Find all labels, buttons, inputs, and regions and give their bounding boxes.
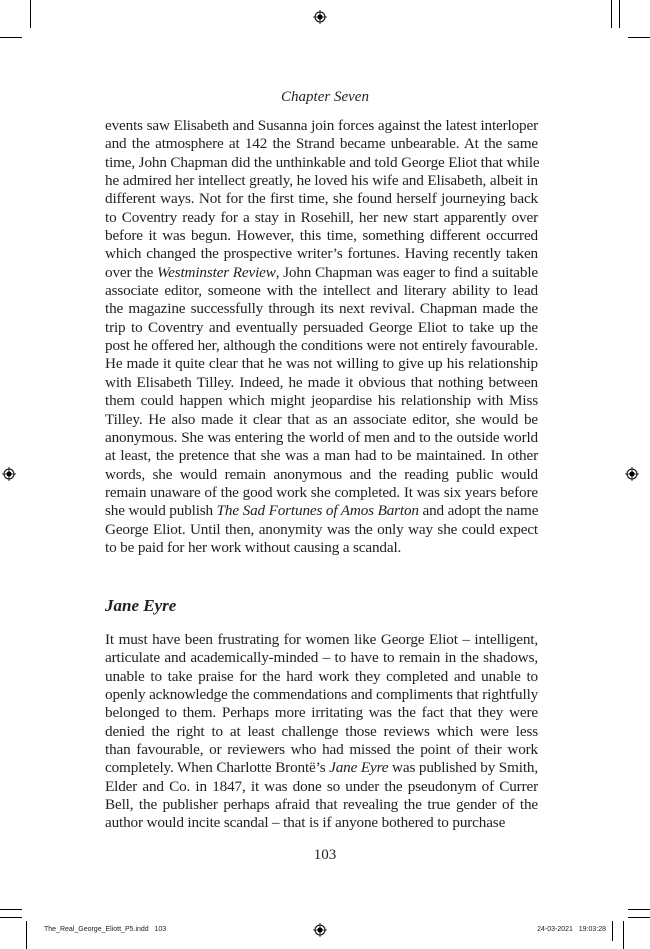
text-segment: words, she would remain anonymous and the reading public would	[105, 465, 538, 483]
text-segment: It must have been frustrating for women like George Eliot – intelligent,	[105, 631, 538, 648]
paragraph-2	[105, 631, 538, 833]
crop-mark	[0, 909, 22, 910]
text-segment: Bell, the publisher perhaps afraid that revealing the true gender of the	[105, 796, 538, 814]
text-segment: Elder and Co. in 1847, it was done so under the pseudonym of Currer	[105, 777, 538, 795]
text-segment: George Eliot. Until then, anonymity was the only way she could expect	[105, 520, 538, 538]
crop-mark	[30, 0, 31, 28]
text-line	[105, 502, 538, 520]
crop-mark	[628, 37, 650, 38]
text-line	[105, 686, 538, 704]
text-segment: he admired her intellect greatly, he loved his wife and Elisabeth, albeit in	[105, 172, 538, 190]
text-segment: than favourable, or reviewers who had missed the point of their work	[105, 741, 538, 759]
crop-mark	[26, 921, 27, 949]
text-segment: which changed the prospective writer’s fortunes. Having recently taken	[105, 245, 538, 263]
text-line	[105, 392, 538, 410]
text-line	[105, 154, 538, 172]
crop-mark	[612, 921, 613, 941]
text-segment: completely. When Charlotte Brontë’s	[105, 759, 330, 777]
text-line	[105, 466, 538, 484]
text-line	[105, 337, 538, 355]
text-segment: , John Chapman was eager to find a suitable	[275, 263, 538, 281]
paragraph-1	[105, 117, 538, 557]
text-segment: different ways. Not for the first time, she found herself journeying back	[105, 190, 538, 208]
text-line	[105, 741, 538, 759]
text-line	[105, 778, 538, 796]
slug-timestamp: 24-03-2021 19:03:28	[537, 926, 606, 933]
running-head: Chapter Seven	[281, 89, 369, 105]
text-line	[105, 319, 538, 337]
text-line	[105, 521, 538, 539]
text-segment: belonged to them. Perhaps more irritating was the fact that they were	[105, 704, 538, 722]
text-line	[105, 135, 538, 153]
registration-mark-icon	[625, 467, 639, 481]
page-number: 103	[313, 847, 337, 863]
text-segment: to be paid for her work without causing a scandal.	[105, 538, 402, 556]
text-line	[105, 411, 538, 429]
text-line	[105, 355, 538, 373]
text-line	[105, 814, 538, 832]
text-segment: to Coventry ready for a stay in Rosehill, her new start apparently over	[105, 208, 538, 226]
text-segment: events saw Elisabeth and Susanna join forces against the latest interloper	[105, 117, 538, 134]
italic-title: Jane Eyre	[329, 759, 389, 777]
slug-filename: The_Real_George_Eliott_P5.indd 103	[44, 926, 167, 933]
text-segment: trip to Coventry and eventually persuaded George Eliot to take up the	[105, 318, 538, 336]
text-line	[105, 300, 538, 318]
registration-mark-icon	[313, 10, 327, 24]
text-segment: before it was begun. However, this time, something different occurred	[105, 227, 538, 245]
text-line	[105, 190, 538, 208]
text-line	[105, 704, 538, 722]
text-segment: them could happen which might jeopardise his relationship with Miss	[105, 392, 538, 410]
text-line	[105, 484, 538, 502]
text-segment: post he offered her, although the conditions were not entirely favourable.	[105, 337, 538, 355]
text-segment: at least, the pretence that she was a man had to be maintained. In other	[105, 447, 538, 465]
text-line	[105, 723, 538, 741]
text-segment: openly acknowledge the commendations and compliments that rightfully	[105, 686, 539, 704]
text-segment: and adopt the name	[418, 502, 539, 520]
section-heading: Jane Eyre	[105, 596, 177, 615]
crop-mark	[628, 917, 650, 918]
text-line	[105, 374, 538, 392]
text-segment: associate editor, someone with the intellect and literary ability to lead	[105, 282, 538, 300]
crop-mark	[0, 37, 22, 38]
text-line	[105, 264, 538, 282]
text-segment: unable to take praise for the hard work they completed and unable to	[105, 667, 538, 685]
text-line	[105, 631, 538, 649]
text-segment: she would publish	[105, 502, 217, 520]
crop-mark	[611, 0, 612, 28]
text-segment: and the atmosphere at 142 the Strand became unbearable. At the same	[105, 135, 538, 153]
crop-mark	[623, 921, 624, 949]
text-line	[105, 245, 538, 263]
text-line	[105, 209, 538, 227]
text-segment: over the	[105, 263, 157, 281]
text-line	[105, 227, 538, 245]
crop-mark	[0, 917, 22, 918]
text-segment: He made it quite clear that he was not willing to give up his relationship	[105, 355, 538, 373]
text-line	[105, 447, 538, 465]
registration-mark-icon	[2, 467, 16, 481]
italic-title: Westminster Review	[157, 263, 276, 281]
text-segment: denied the right to at least challenge those reviews which were less	[105, 722, 538, 740]
text-segment: with Elisabeth Tilley. Indeed, he made it obvious that nothing between	[105, 373, 538, 391]
registration-mark-icon	[313, 923, 327, 937]
text-segment: Tilley. He also made it clear that as an associate editor, she would be	[105, 410, 538, 428]
italic-title: The Sad Fortunes of Amos Barton	[216, 502, 419, 520]
text-segment: author would incite scandal – that is if anyone bothered to purchase	[105, 814, 506, 832]
text-line	[105, 117, 538, 135]
text-line	[105, 649, 538, 667]
text-line	[105, 429, 538, 447]
text-line	[105, 539, 538, 557]
text-segment: anonymous. She was entering the world of men and to the outside world	[105, 428, 538, 446]
text-line	[105, 759, 538, 777]
crop-mark	[619, 0, 620, 28]
text-segment: the magazine successfully through its next revival. Chapman made the	[105, 300, 538, 318]
text-line	[105, 282, 538, 300]
text-segment: articulate and academically-minded – to have to remain in the shadows,	[105, 649, 538, 667]
text-segment: time, John Chapman did the unthinkable and told George Eliot that while	[105, 153, 540, 171]
text-segment: was published by Smith,	[388, 759, 538, 777]
text-line	[105, 796, 538, 814]
crop-mark	[628, 909, 650, 910]
text-segment: remain unaware of the good work she completed. It was six years before	[105, 483, 538, 501]
text-line	[105, 668, 538, 686]
text-line	[105, 172, 538, 190]
